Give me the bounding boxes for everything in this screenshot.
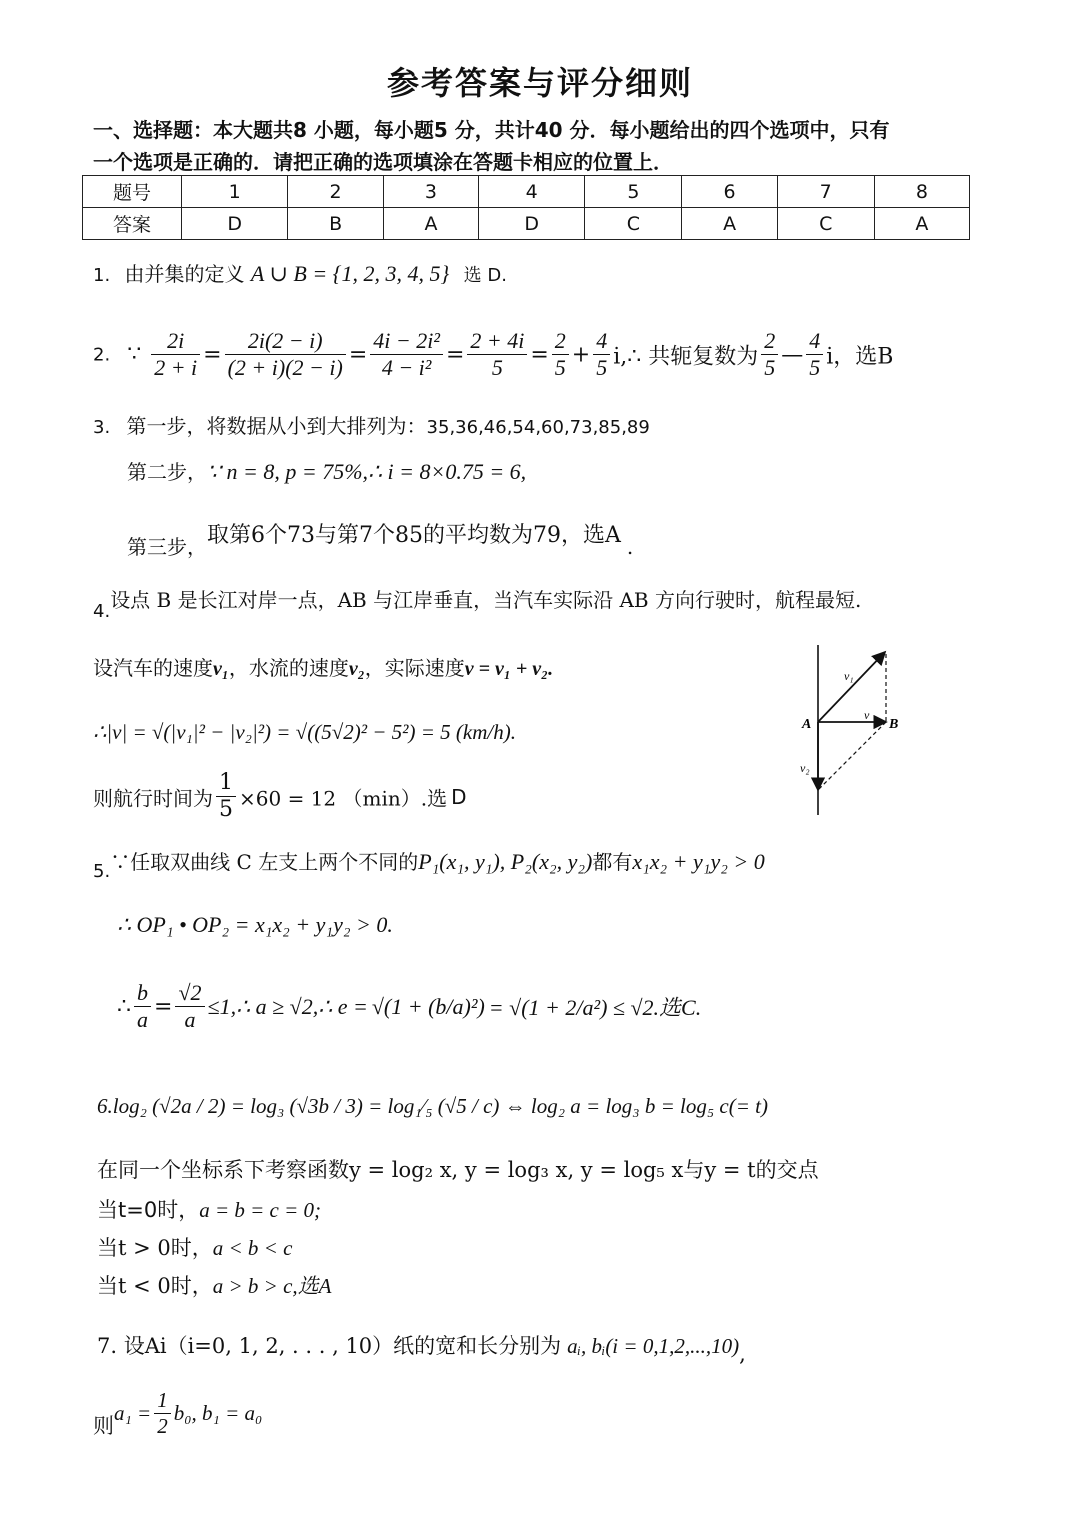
q5-line3-d: = √(1 + 2/a²) ≤ √2.选C. xyxy=(488,995,702,1021)
q6-line2-text: 在同一个坐标系下考察函数y = log₂ x, y = log₃ x, y = log₅ x与y = t的交点 xyxy=(97,1158,819,1182)
q2-frac-8-den: 5 xyxy=(809,355,821,381)
answer-table xyxy=(82,175,970,240)
q6-line4 xyxy=(97,1232,292,1262)
q7-line1 xyxy=(97,1330,746,1366)
q4-line4-b: ×60 = 12 （min）.选 xyxy=(239,786,448,811)
q2-frac-4-den: 5 xyxy=(491,355,503,381)
q3-step3-dot: . xyxy=(626,535,634,559)
q5-frac-a2: a xyxy=(184,1007,196,1033)
q2-frac-8 xyxy=(806,328,823,382)
q3-number: 3. xyxy=(93,417,111,438)
q5-line1-math: P₁(x₁, y₁), P₂(x₂, y₂) xyxy=(418,849,593,874)
q6-line3-a: 当t=0时， xyxy=(97,1198,200,1222)
section-intro-line1: 一、选择题：本大题共8 小题，每小题5 分，共计40 分．每小题给出的四个选项中，只有 xyxy=(93,118,890,142)
q5-number: 5. xyxy=(93,861,111,882)
q3-step3-label: 第三步， xyxy=(127,535,207,559)
row-label-number: 题号 xyxy=(83,176,182,208)
diagram-label-B: B xyxy=(889,717,899,732)
q2-text1: i,∴ 共轭复数为 xyxy=(613,344,759,370)
q7-line1-tail: , xyxy=(739,1342,746,1366)
q7-frac-num: 1 xyxy=(154,1388,171,1414)
q7-line2-math-a: a₁ = xyxy=(114,1401,152,1426)
q4-line2-a: 设汽车的速度 xyxy=(93,656,213,680)
q2-frac-1-num: 2i xyxy=(151,328,200,355)
q2-frac-7-num: 2 xyxy=(761,328,778,355)
q6-line4-b: a < b < c xyxy=(212,1236,293,1260)
q2-because: ∵ xyxy=(127,342,142,368)
q7-line2-a: 则 xyxy=(93,1414,114,1439)
q2-frac-5-den: 5 xyxy=(554,355,566,381)
q5-frac-a: a xyxy=(137,1007,148,1033)
q6-line1-math: 6.log₂ (√2a / 2) = log₃ (√3b / 3) = log₁⁄₅ (√5 / c) ⇔ log₂ a = log₃ b = log₅ c(= t) xyxy=(97,1094,768,1118)
q6-line5 xyxy=(97,1270,332,1300)
q5-line3-c: √(1 + (b/a)²) xyxy=(371,993,485,1019)
minus-sign: — xyxy=(781,342,804,368)
q2-line xyxy=(93,328,893,382)
q5-line1-math2: x₁x₂ + y₁y₂ > 0 xyxy=(632,849,765,874)
q2-frac-6 xyxy=(593,328,610,382)
v1-arrow xyxy=(818,652,885,722)
q6-line1 xyxy=(97,1094,768,1119)
section-intro-line2: 一个选项是正确的．请把正确的选项填涂在答题卡相应的位置上． xyxy=(93,150,673,174)
q2-frac-3-num: 4i − 2i² xyxy=(370,328,443,355)
q1-line xyxy=(93,258,507,287)
q6-line3 xyxy=(97,1194,321,1224)
q3-line2 xyxy=(127,456,526,485)
q5-line3-a: ∴ xyxy=(117,994,131,1020)
q5-line1-b: 都有 xyxy=(592,850,633,874)
q7-frac-den: 2 xyxy=(157,1414,168,1439)
diagram-label-v1: v₁ xyxy=(844,669,854,683)
q1-text: 由并集的定义 xyxy=(124,262,245,286)
q5-line1 xyxy=(93,846,765,882)
q4-v2: v₂ xyxy=(348,658,365,680)
q2-frac-7 xyxy=(761,328,778,382)
vector-diagram xyxy=(790,640,920,820)
table-cell: A xyxy=(874,208,969,240)
q4-frac-num: 1 xyxy=(216,770,236,797)
q3-line1 xyxy=(93,410,650,439)
q6-line4-a: 当t > 0时， xyxy=(97,1236,213,1260)
table-cell: D xyxy=(182,208,288,240)
q4-line3-math: ∴|v| = √(|v₁|² − |v₂|²) = √((5√2)² − 5²) = 5 (km/h). xyxy=(93,720,516,744)
diagram-label-A: A xyxy=(802,717,812,732)
q6-line5-b: a > b > c,选A xyxy=(212,1274,332,1298)
q2-frac-7-den: 5 xyxy=(764,355,776,381)
q3-step1-data: 35,36,46,54,60,73,85,89 xyxy=(426,417,650,438)
q4-line2-b: ，水流的速度 xyxy=(228,656,349,680)
q4-line2-math: v = v₁ + v₂. xyxy=(464,658,554,680)
q4-line4 xyxy=(93,770,467,824)
q2-frac-5-num: 2 xyxy=(552,328,569,355)
table-cell: D xyxy=(479,208,585,240)
table-cell: A xyxy=(682,208,777,240)
q5-frac-s2a xyxy=(175,980,204,1034)
table-cell: 2 xyxy=(288,176,384,208)
q2-frac-2-num: 2i(2 − i) xyxy=(225,328,346,355)
q5-line3-b: ≤1,∴ a ≥ √2,∴ e = xyxy=(207,993,368,1019)
equals-sign: = xyxy=(530,342,549,368)
q2-frac-3 xyxy=(370,328,443,382)
q2-frac-5 xyxy=(552,328,569,382)
page-title: 参考答案与评分细则 xyxy=(386,64,693,102)
q4-line4-a: 则航行时间为 xyxy=(93,786,213,811)
q5-frac-b: b xyxy=(134,980,151,1007)
q4-line3 xyxy=(93,720,516,745)
diagram-label-v2: v₂ xyxy=(800,761,810,775)
q3-line3 xyxy=(127,518,633,560)
table-cell: 8 xyxy=(874,176,969,208)
q7-line1-math: aᵢ, bᵢ(i = 0,1,2,...,10) xyxy=(567,1334,740,1358)
table-cell: 4 xyxy=(479,176,585,208)
q4-line1-text: 设点 B 是长江对岸一点，AB 与江岸垂直，当汽车实际沿 AB 方向行驶时，航程最短. xyxy=(110,588,862,612)
q2-frac-8-num: 4 xyxy=(806,328,823,355)
table-cell: 1 xyxy=(182,176,288,208)
q2-frac-1-den: 2 + i xyxy=(154,355,198,381)
q4-line2 xyxy=(93,652,553,681)
q5-frac-ba xyxy=(134,980,151,1034)
q7-line2 xyxy=(93,1388,262,1440)
q1-math: A ∪ B = {1, 2, 3, 4, 5} xyxy=(250,261,450,286)
q5-line2 xyxy=(117,912,393,938)
table-cell: A xyxy=(383,208,478,240)
q2-text2: i，选B xyxy=(826,344,894,370)
table-cell: C xyxy=(777,208,874,240)
q2-frac-4-num: 2 + 4i xyxy=(467,328,527,355)
q4-frac-den: 5 xyxy=(219,797,233,823)
q7-frac xyxy=(154,1388,171,1439)
q6-line2 xyxy=(97,1154,819,1184)
q4-line1 xyxy=(93,584,861,622)
table-row-answers xyxy=(83,208,970,240)
table-cell: B xyxy=(288,208,384,240)
equals-sign: = xyxy=(348,342,368,368)
diagram-label-v: v xyxy=(864,708,870,722)
table-cell: 7 xyxy=(777,176,874,208)
q2-frac-1 xyxy=(151,328,200,382)
q7-line1-a: 7. 设Ai（i=0, 1, 2, . . . , 10）纸的宽和长分别为 xyxy=(97,1334,562,1358)
q1-tail: 选 D. xyxy=(463,265,507,286)
q2-frac-2-den: (2 + i)(2 − i) xyxy=(227,355,343,381)
q1-number: 1. xyxy=(93,265,111,286)
q5-frac-s2: √2 xyxy=(175,980,204,1007)
q4-frac xyxy=(216,770,236,824)
q3-step2-math: ∵ n = 8, p = 75%,∴ i = 8×0.75 = 6, xyxy=(207,459,527,484)
row-label-answer: 答案 xyxy=(83,208,182,240)
q2-frac-2 xyxy=(225,328,346,382)
q4-line4-ans: D xyxy=(451,784,467,809)
q7-line2-math-b: b₀, b₁ = a₀ xyxy=(173,1401,263,1426)
equals-sign: = xyxy=(203,342,222,368)
table-cell: 3 xyxy=(383,176,478,208)
plus-sign: + xyxy=(571,342,591,368)
q5-line1-a: ∵任取双曲线 C 左支上两个不同的 xyxy=(110,850,419,874)
q2-frac-4 xyxy=(467,328,527,382)
q5-line3 xyxy=(117,980,701,1034)
q2-frac-3-den: 4 − i² xyxy=(381,355,432,381)
equals-sign: = xyxy=(154,994,173,1020)
q6-line3-b: a = b = c = 0; xyxy=(199,1198,322,1222)
q4-number: 4. xyxy=(93,601,111,622)
table-cell: 6 xyxy=(682,176,777,208)
q5-line2-math: ∴ OP₁ • OP₂ = x₁x₂ + y₁y₂ > 0. xyxy=(117,912,393,937)
q2-frac-6-num: 4 xyxy=(593,328,610,355)
q2-frac-6-den: 5 xyxy=(596,355,608,381)
q3-step2: 第二步， xyxy=(127,460,207,484)
q2-number: 2. xyxy=(93,344,111,366)
q4-v1: v₁ xyxy=(213,658,229,680)
table-cell: 5 xyxy=(585,176,682,208)
q4-line2-c: ，实际速度 xyxy=(364,656,465,680)
dashed-line xyxy=(818,722,886,790)
q6-line5-a: 当t < 0时， xyxy=(97,1274,213,1298)
equals-sign: = xyxy=(445,342,465,368)
table-cell: C xyxy=(585,208,682,240)
q3-step3-text: 取第6个73与第7个85的平均数为79，选A xyxy=(207,523,621,548)
q3-step1: 第一步，将数据从小到大排列为： xyxy=(126,414,427,438)
table-row-numbers xyxy=(83,176,970,208)
